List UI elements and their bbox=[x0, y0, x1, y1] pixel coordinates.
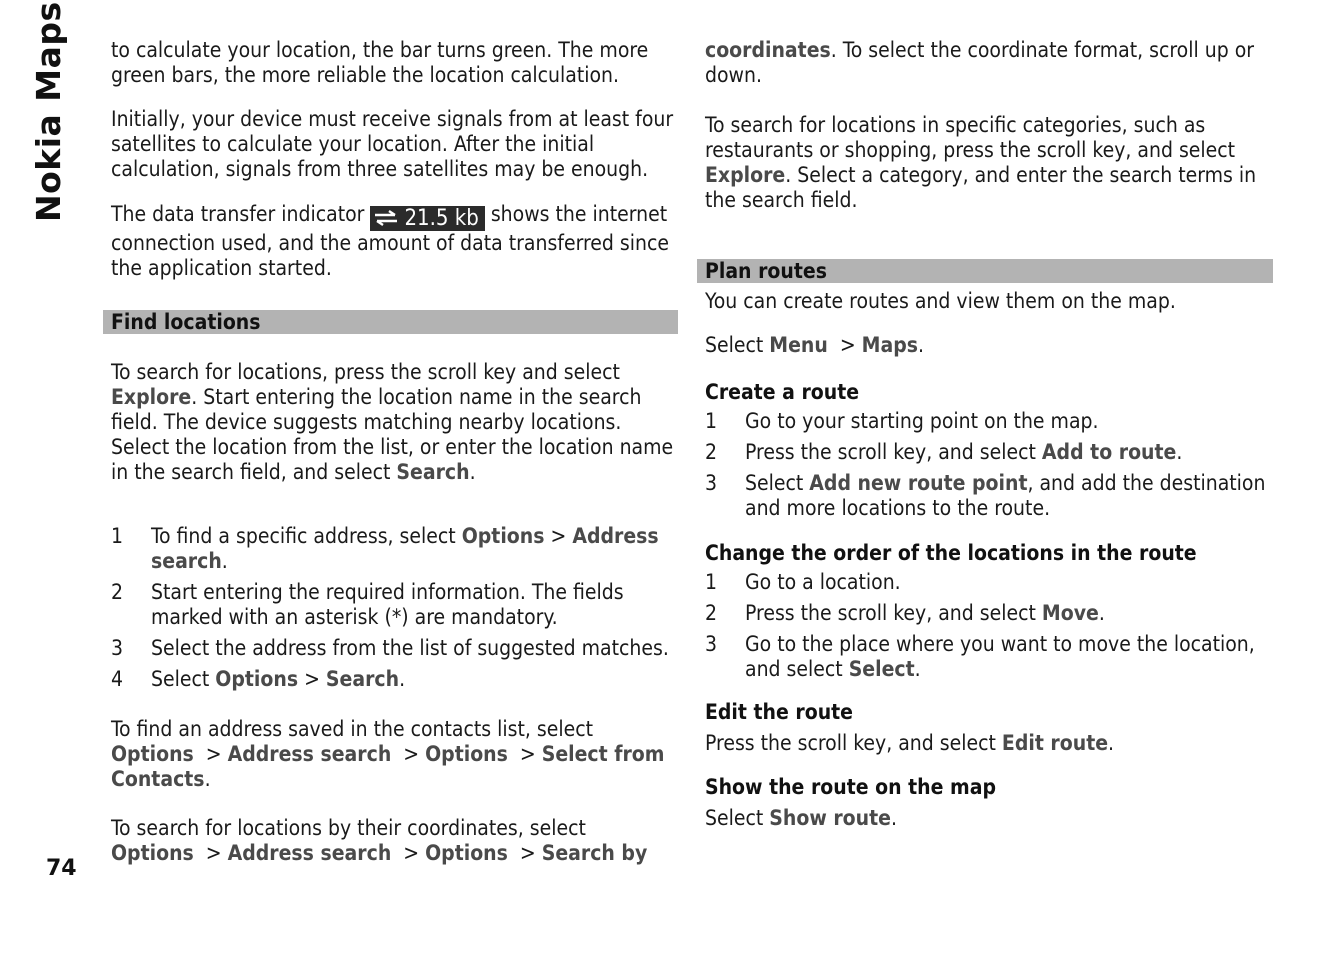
list-item bbox=[111, 636, 678, 661]
ui-term-edit-route: Edit route bbox=[1001, 731, 1109, 755]
subheading-create-route: Create a route bbox=[705, 380, 860, 404]
list-item bbox=[705, 471, 1273, 521]
ui-term: Options bbox=[425, 741, 508, 766]
list-item bbox=[111, 667, 678, 692]
step-number: 2 bbox=[111, 579, 124, 604]
text-fragment: . bbox=[221, 548, 228, 573]
paragraph-search-locations: To search for locations, press the scroll key and select Explore. Start entering the location name in the search field. The device suggests matching nearby locations. Select the location from the list, or enter the location name in the search field, and select Search. bbox=[111, 359, 674, 484]
ui-term: Move bbox=[1041, 601, 1099, 625]
step-number: 1 bbox=[111, 523, 124, 548]
paragraph-categories bbox=[705, 113, 1273, 213]
step-number: 2 bbox=[705, 601, 718, 625]
list-item bbox=[705, 570, 1273, 595]
paragraph-plan-routes: You can create routes and view them on the map. bbox=[705, 289, 1176, 313]
step-text: Go to a location. bbox=[745, 570, 901, 594]
step-number: 1 bbox=[705, 570, 718, 594]
text-fragment: Press the scroll key, and select bbox=[705, 731, 996, 755]
paragraph-select-maps: Select Menu > Maps. bbox=[705, 333, 924, 357]
text-fragment: Go to the place where you want to move the location, and select bbox=[745, 632, 1255, 681]
ui-term: Search bbox=[325, 666, 400, 691]
step-text bbox=[745, 601, 1273, 626]
section-heading-plan-routes: Plan routes bbox=[697, 259, 1273, 283]
step-number: 2 bbox=[705, 440, 718, 464]
ui-term: Add to route bbox=[1041, 440, 1177, 464]
step-text: Select the address from the list of suggested matches. bbox=[151, 635, 669, 660]
ui-term: Search by bbox=[541, 840, 648, 865]
text-fragment: Press the scroll key, and select bbox=[745, 601, 1036, 625]
paragraph-show-route: Select Show route. bbox=[705, 806, 897, 830]
step-text: Go to your starting point on the map. bbox=[745, 409, 1099, 433]
list-item bbox=[705, 440, 1273, 465]
left-column bbox=[111, 38, 678, 866]
text-fragment: shows the internet connection used, and the amount of data transferred since the application started. bbox=[111, 202, 669, 280]
ui-term: Options bbox=[111, 840, 194, 865]
ui-term: Select from Contacts bbox=[111, 741, 665, 791]
ui-term-maps: Maps bbox=[861, 333, 918, 357]
ui-term: Options bbox=[215, 666, 299, 691]
text-fragment: . bbox=[1176, 440, 1183, 464]
text-fragment: . Select a category, and enter the search terms in the search field. bbox=[705, 163, 1257, 212]
list-item bbox=[111, 524, 678, 574]
transfer-amount: 21.5 kb bbox=[404, 205, 479, 231]
text-fragment: To search for locations in specific categories, such as restaurants or shopping, press the scroll key, and select bbox=[705, 113, 1236, 162]
text-fragment: , and add the destination and more locations to the route. bbox=[745, 471, 1266, 520]
paragraph-contacts-search: To find an address saved in the contacts list, select Options > Address search > Options > Select from Contacts. bbox=[111, 716, 665, 791]
text-fragment: To find a specific address, select bbox=[151, 523, 456, 548]
text-fragment: . bbox=[914, 657, 921, 681]
transfer-arrows-icon bbox=[374, 210, 398, 226]
ui-term-explore: Explore bbox=[111, 384, 192, 409]
ui-term: Add new route point bbox=[809, 471, 1028, 495]
ui-term: Address search bbox=[227, 741, 392, 766]
step-text bbox=[745, 471, 1273, 521]
text-fragment: Select bbox=[705, 806, 764, 830]
step-number: 3 bbox=[705, 471, 718, 495]
separator: > bbox=[298, 666, 326, 691]
ui-term-menu: Menu bbox=[769, 333, 828, 357]
paragraph-satellites: Initially, your device must receive signals from at least four satellites to calculate your location. After the initial calculation, signals from three satellites may be enough. bbox=[111, 107, 674, 181]
step-number: 3 bbox=[111, 635, 124, 660]
text-fragment: The data transfer indicator bbox=[111, 202, 365, 226]
paragraph-green-bars: to calculate your location, the bar turns green. The more green bars, the more reliable the location calculation. bbox=[111, 38, 649, 87]
ui-term: Address search bbox=[227, 840, 392, 865]
text-fragment: Select bbox=[705, 333, 764, 357]
separator: > bbox=[544, 523, 573, 548]
list-item bbox=[705, 409, 1273, 434]
text-fragment: To find an address saved in the contacts list, select bbox=[111, 716, 594, 741]
ui-term-explore: Explore bbox=[705, 163, 786, 187]
step-text: Start entering the required information. The fields marked with an asterisk (*) are mandatory. bbox=[151, 579, 624, 629]
ui-term: Select bbox=[848, 657, 915, 681]
ui-term: Options bbox=[461, 523, 545, 548]
paragraph-edit-route: Press the scroll key, and select Edit route. bbox=[705, 731, 1115, 755]
text-fragment: Select bbox=[745, 471, 804, 495]
paragraph-data-transfer bbox=[111, 202, 678, 281]
text-fragment: . To select the coordinate format, scroll up or down. bbox=[705, 38, 1255, 87]
text-fragment: . bbox=[399, 666, 406, 691]
paragraph-coordinates-format bbox=[705, 38, 1273, 88]
section-heading-find-locations: Find locations bbox=[103, 310, 678, 334]
text-fragment: Select bbox=[151, 666, 210, 691]
step-text bbox=[745, 440, 1273, 465]
ui-term: Options bbox=[425, 840, 508, 865]
ui-term-coordinates: coordinates bbox=[705, 38, 831, 62]
text-fragment: . Start entering the location name in the search field. The device suggests matching nearby locations. Select the location from the list, or enter the location name in the search field, and select bbox=[111, 384, 674, 484]
create-route-steps bbox=[705, 409, 1273, 521]
step-text bbox=[151, 667, 678, 692]
subheading-show-route: Show the route on the map bbox=[705, 775, 996, 799]
change-order-steps bbox=[705, 570, 1273, 682]
address-search-steps bbox=[111, 524, 678, 692]
step-text bbox=[151, 524, 678, 574]
page-number: 74 bbox=[46, 856, 77, 881]
step-number: 4 bbox=[111, 666, 124, 691]
list-item bbox=[705, 632, 1273, 682]
step-number: 3 bbox=[705, 632, 718, 656]
list-item bbox=[705, 601, 1273, 626]
text-fragment: To search for locations by their coordinates, select bbox=[111, 815, 586, 840]
step-text bbox=[745, 632, 1273, 682]
text-fragment: . bbox=[1098, 601, 1105, 625]
ui-term: Address search bbox=[151, 523, 659, 573]
text-fragment: Press the scroll key, and select bbox=[745, 440, 1036, 464]
list-item bbox=[111, 580, 678, 630]
text-fragment: To search for locations, press the scroll key and select bbox=[111, 359, 620, 384]
chapter-side-title: Nokia Maps bbox=[29, 1, 68, 222]
subheading-change-order: Change the order of the locations in the route bbox=[705, 541, 1197, 565]
ui-term: Options bbox=[111, 741, 194, 766]
subheading-edit-route: Edit the route bbox=[705, 700, 853, 724]
paragraph-coordinates-search: To search for locations by their coordinates, select Options > Address search > Options > Search by bbox=[111, 815, 648, 865]
step-number: 1 bbox=[705, 409, 718, 433]
data-transfer-indicator bbox=[370, 206, 484, 231]
ui-term-show-route: Show route bbox=[769, 806, 891, 830]
ui-term-search: Search bbox=[396, 459, 470, 484]
right-column bbox=[705, 38, 1273, 831]
